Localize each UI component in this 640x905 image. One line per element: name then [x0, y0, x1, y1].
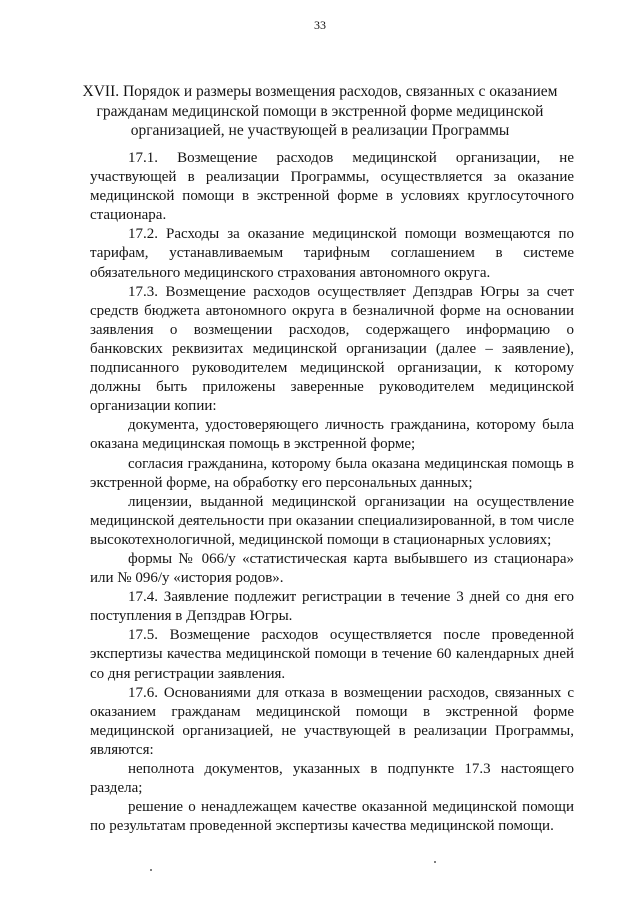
paragraph-17-6: 17.6. Основаниями для отказа в возмещении расходов, связанных с оказанием гражданам медицинской помощи в экстренной форме медицинской организацией, не участвующей в реализации Программы, являются: — [90, 684, 574, 758]
section-heading: XVII. Порядок и размеры возмещения расходов, связанных с оказанием гражданам медицинской помощи в экстренной форме медицинской организацией, не участвующей в реализации Программы — [82, 83, 558, 139]
paragraph-17-3: 17.3. Возмещение расходов осуществляет Депздрав Югры за счет средств бюджета автономного округа в безналичной форме на основании заявления о возмещении расходов, содержащего информацию о банковских реквизитах медицинской организации (далее – заявление), подписанного руководителем медицинской организации, к которому должны быть приложены заверенные руководителем медицинской организации копии: — [90, 283, 574, 415]
paragraph-17-5: 17.5. Возмещение расходов осуществляется после проведенной экспертизы качества медицинской помощи в течение 60 календарных дней со дня регистрации заявления. — [90, 627, 574, 682]
list-item-forms: формы № 066/у «статистическая карта выбывшего из стационара» или № 096/у «история родов». — [90, 550, 574, 587]
list-item-license: лицензии, выданной медицинской организации на осуществление медицинской деятельности при оказании специализированной, в том числе высокотехнологичной, медицинской помощи в стационарных условиях; — [90, 493, 574, 548]
paragraph-17-1: 17.1. Возмещение расходов медицинской организации, не участвующей в реализации Программы, осуществляется за оказание медицинской помощи в экстренной форме в условиях круглосуточного стационара. — [90, 150, 574, 224]
list-item-poor-quality: решение о ненадлежащем качестве оказанной медицинской помощи по результатам проведенной экспертизы качества медицинской помощи. — [90, 799, 574, 835]
document-body — [90, 149, 574, 836]
list-item-consent: согласия гражданина, которому была оказана медицинская помощь в экстренной форме, на обработку его персональных данных; — [90, 455, 574, 491]
list-item-identity-document: документа, удостоверяющего личность гражданина, которому была оказана медицинская помощь в экстренной форме; — [90, 417, 574, 453]
page-number: 33 — [314, 18, 326, 32]
paragraph-17-2: 17.2. Расходы за оказание медицинской помощи возмещаются по тарифам, устанавливаемым тарифным соглашением в системе обязательного медицинского страхования автономного округа. — [90, 226, 574, 281]
list-item-incomplete-documents: неполнота документов, указанных в подпункте 17.3 настоящего раздела; — [90, 761, 574, 797]
paragraph-17-4: 17.4. Заявление подлежит регистрации в течение 3 дней со дня его поступления в Депздрав Югры. — [90, 589, 574, 625]
